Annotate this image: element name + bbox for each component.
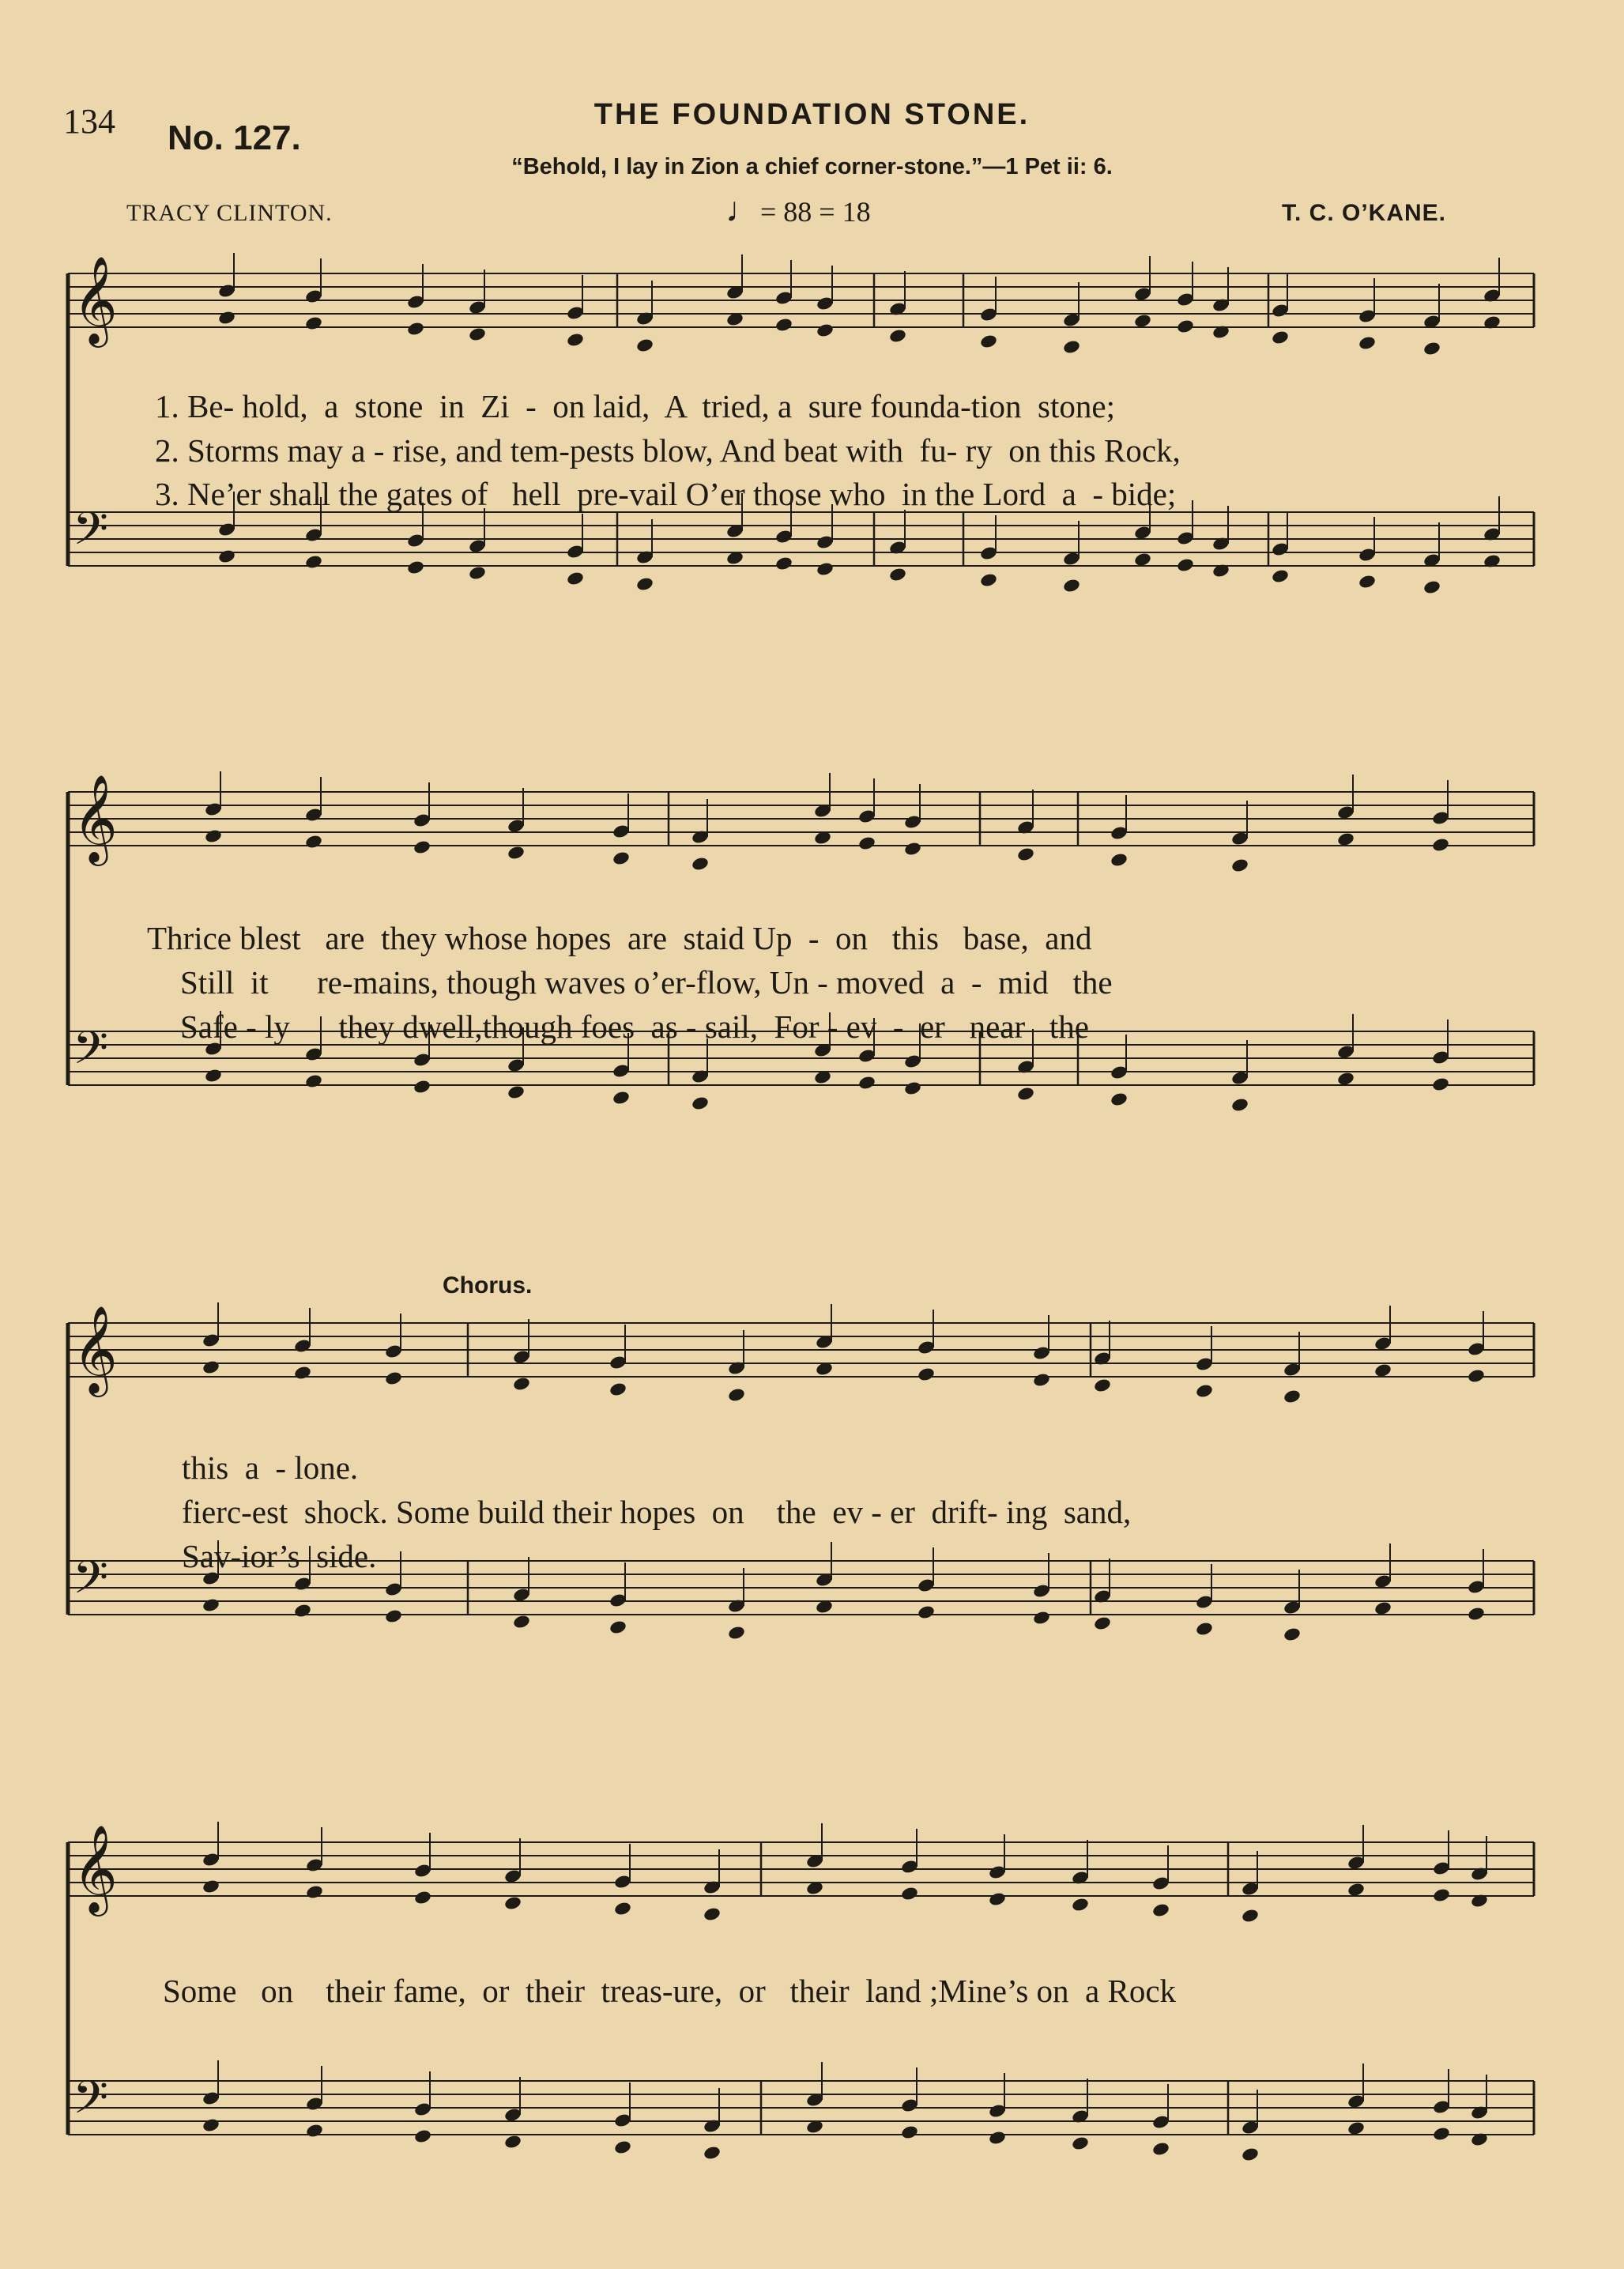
system-2-treble-notehead	[612, 850, 631, 866]
system-4-bass-notehead	[1151, 2141, 1170, 2157]
system-4-bass-notehead	[413, 2128, 432, 2144]
system-2-bass-notehead	[691, 1095, 710, 1111]
system-2-treble-notehead	[413, 839, 431, 855]
lyric-line-s3-v1: this a - lone.	[182, 1449, 359, 1486]
system-3-bass-notehead	[384, 1608, 403, 1624]
system-1-bass-notehead	[468, 565, 487, 581]
system-3-treble-clef-icon: 𝄞	[73, 1305, 118, 1393]
system-1-bass-notehead	[1358, 574, 1377, 590]
lyric-line-s1-v3: 3. Ne’er shall the gates of hell pre-vail O’er those who in the Lord a - bide;	[155, 476, 1177, 512]
lyric-line-s1-v2: 2. Storms may a - rise, and tem-pests blow, And beat with fu- ry on this Rock,	[155, 432, 1181, 469]
system-4-treble-notehead	[1241, 1908, 1260, 1924]
system-1-treble-notehead	[1062, 339, 1081, 355]
system-3-bass-notehead	[1283, 1626, 1302, 1642]
system-2-bass-notehead	[413, 1079, 431, 1095]
system-3-bass-clef-icon: 𝄢	[73, 1551, 109, 1615]
system-1-treble-notehead	[774, 317, 793, 333]
system-3-treble-notehead	[917, 1366, 936, 1382]
system-3-treble-notehead	[1032, 1372, 1051, 1388]
system-1-treble-notehead	[1422, 341, 1441, 356]
system-4-bass-clef-icon: 𝄢	[73, 2071, 109, 2135]
system-4-treble-notehead	[202, 1879, 220, 1894]
system-2-treble-notehead	[857, 835, 876, 851]
system-3-treble-notehead	[609, 1381, 627, 1397]
system-3-treble-notehead	[1195, 1383, 1214, 1399]
system-4-treble-clef-icon: 𝄞	[73, 1824, 118, 1913]
system-2-bass-notehead	[1431, 1076, 1450, 1092]
system-1-bass-notehead	[979, 572, 998, 588]
system-4-bass-notehead	[900, 2124, 919, 2140]
system-3-bass-notehead	[727, 1625, 746, 1641]
lyric-line-s3-v3: Sav-ior’s side.	[182, 1538, 377, 1574]
system-1-bass-notehead	[217, 548, 236, 564]
system-2-treble-notehead	[507, 845, 526, 861]
system-3-treble-notehead	[1093, 1378, 1112, 1393]
system-4-bass-notehead	[1241, 2147, 1260, 2162]
system-3-treble-notehead	[512, 1376, 531, 1392]
system-4-treble-notehead	[703, 1906, 722, 1922]
system-1-treble-notehead	[635, 337, 654, 353]
system-2-treble-notehead	[1110, 852, 1129, 868]
system-1-bass-notehead	[566, 571, 585, 586]
system-1-bass-notehead	[774, 556, 793, 571]
system-2-bass-clef-icon: 𝄢	[73, 1021, 109, 1086]
system-1-bass-notehead	[888, 567, 907, 582]
system-4-treble-notehead	[1432, 1887, 1451, 1903]
system-3-bass-notehead	[512, 1614, 531, 1630]
hymn-title: THE FOUNDATION STONE.	[593, 98, 1031, 131]
system-3-bass-notehead	[1373, 1600, 1392, 1616]
system-1-treble-notehead	[1176, 318, 1195, 334]
system-4-treble-notehead	[413, 1890, 432, 1905]
system-4-bass-notehead	[613, 2139, 632, 2155]
system-4-treble-notehead	[1347, 1882, 1366, 1898]
system-2-treble-notehead	[1230, 857, 1249, 873]
system-3-bass-notehead	[609, 1619, 627, 1635]
system-4-bass-notehead	[1071, 2135, 1090, 2151]
system-2-bass-notehead	[903, 1080, 922, 1096]
system-3-bass-notehead	[1467, 1606, 1486, 1622]
chorus-label: Chorus.	[443, 1272, 533, 1298]
system-1-treble-notehead	[468, 326, 487, 342]
system-2-bass-notehead	[1016, 1086, 1035, 1102]
system-2-bass-notehead	[612, 1090, 631, 1106]
system-1-treble-clef-icon: 𝄞	[73, 255, 118, 344]
lyric-line-s3-v2: fierc-est shock. Some build their hopes on the ev - er drift- ing sand,	[182, 1494, 1132, 1530]
system-3-treble-notehead	[293, 1365, 312, 1381]
system-1-bass-notehead	[1062, 578, 1081, 594]
system-4-bass-notehead	[202, 2117, 220, 2133]
system-2-bass-notehead	[304, 1073, 323, 1089]
system-2-bass-notehead	[204, 1068, 223, 1084]
system-3-bass-notehead	[202, 1597, 220, 1613]
system-4-treble-notehead	[900, 1886, 919, 1902]
system-1-bass-notehead	[816, 561, 835, 577]
system-1-treble-notehead	[406, 321, 425, 337]
system-4-bass-notehead	[305, 2123, 324, 2139]
system-1-treble-notehead	[304, 315, 323, 331]
system-1-bass-clef-icon: 𝄢	[73, 502, 109, 567]
system-4-treble-notehead	[1151, 1902, 1170, 1918]
system-3-treble-notehead	[727, 1387, 746, 1403]
system-1-treble-notehead	[816, 322, 835, 338]
system-2-treble-notehead	[1016, 846, 1035, 862]
tempo-value: = 88 = 18	[760, 196, 871, 228]
system-1-treble-notehead	[566, 332, 585, 348]
system-4-treble-notehead	[613, 1901, 632, 1917]
system-4-treble-notehead	[1071, 1897, 1090, 1913]
system-3-treble-notehead	[384, 1370, 403, 1386]
page-number: 134	[63, 102, 115, 141]
system-2-treble-notehead	[204, 828, 223, 844]
system-4-bass-notehead	[1432, 2126, 1451, 2142]
system-4-treble-notehead	[305, 1884, 324, 1900]
system-2-treble-notehead	[903, 841, 922, 857]
system-1-treble-notehead	[888, 328, 907, 344]
lyric-line-s1-v1: 1. Be- hold, a stone in Zi - on laid, A tried, a sure founda-tion stone;	[155, 388, 1115, 424]
lyricist-credit: TRACY CLINTON.	[126, 200, 333, 226]
system-3-treble-notehead	[1283, 1389, 1302, 1404]
system-1-bass-notehead	[1422, 579, 1441, 595]
system-1-bass-notehead	[1176, 557, 1195, 573]
lyric-line-s2-v3: Safe - ly they dwell,though foes as - sail, For - ev - er near the	[180, 1008, 1089, 1045]
system-1-treble-notehead	[217, 310, 236, 326]
system-4-bass-notehead	[703, 2145, 722, 2161]
system-1-treble-notehead	[1358, 335, 1377, 351]
system-1-bass-notehead	[304, 554, 323, 570]
system-4-treble-notehead	[503, 1895, 522, 1911]
system-1-treble-notehead	[979, 334, 998, 349]
system-1-bass-notehead	[1271, 568, 1290, 584]
lyric-line-s4-v1: Some on their fame, or their treas-ure, or their land ;Mine’s on a Rock	[163, 1973, 1177, 2009]
system-2-bass-notehead	[857, 1075, 876, 1091]
system-2-treble-notehead	[1336, 831, 1355, 847]
system-1-bass-notehead	[1133, 552, 1152, 567]
system-1-bass-notehead	[635, 576, 654, 592]
system-2-bass-notehead	[1230, 1097, 1249, 1113]
system-3-bass-notehead	[1195, 1621, 1214, 1637]
lyric-line-s2-v1: Thrice blest are they whose hopes are staid Up - on this base, and	[147, 920, 1092, 956]
system-3-bass-notehead	[1032, 1610, 1051, 1626]
system-2-treble-clef-icon: 𝄞	[73, 774, 118, 862]
system-2-bass-notehead	[1110, 1091, 1129, 1107]
system-3-treble-notehead	[1467, 1368, 1486, 1384]
system-4-bass-notehead	[503, 2134, 522, 2150]
system-2-treble-notehead	[1431, 837, 1450, 853]
composer-credit: T. C. O’KANE.	[1282, 200, 1447, 226]
hymn-number: No. 127.	[168, 119, 301, 157]
scripture-epigraph: “Behold, I lay in Zion a chief corner-stone.”—1 Pet ii: 6.	[511, 154, 1113, 179]
system-4-treble-notehead	[988, 1891, 1007, 1907]
system-2-treble-notehead	[691, 856, 710, 872]
system-3-treble-notehead	[202, 1359, 220, 1375]
system-1-treble-notehead	[1271, 330, 1290, 345]
system-3-treble-notehead	[1373, 1363, 1392, 1378]
system-3-bass-notehead	[293, 1603, 312, 1619]
system-1-treble-notehead	[1133, 313, 1152, 329]
system-3-bass-notehead	[917, 1604, 936, 1620]
system-2-treble-notehead	[304, 834, 323, 850]
system-3-bass-notehead	[1093, 1615, 1112, 1631]
system-1-bass-notehead	[406, 560, 425, 575]
system-2-bass-notehead	[1336, 1071, 1355, 1087]
system-4-bass-notehead	[988, 2130, 1007, 2146]
system-4-bass-notehead	[1347, 2120, 1366, 2136]
quarter-note-icon: ♩	[725, 190, 760, 229]
lyric-line-s2-v2: Still it re-mains, though waves o’er-flow, Un - moved a - mid the	[180, 964, 1113, 1001]
system-2-bass-notehead	[507, 1084, 526, 1100]
